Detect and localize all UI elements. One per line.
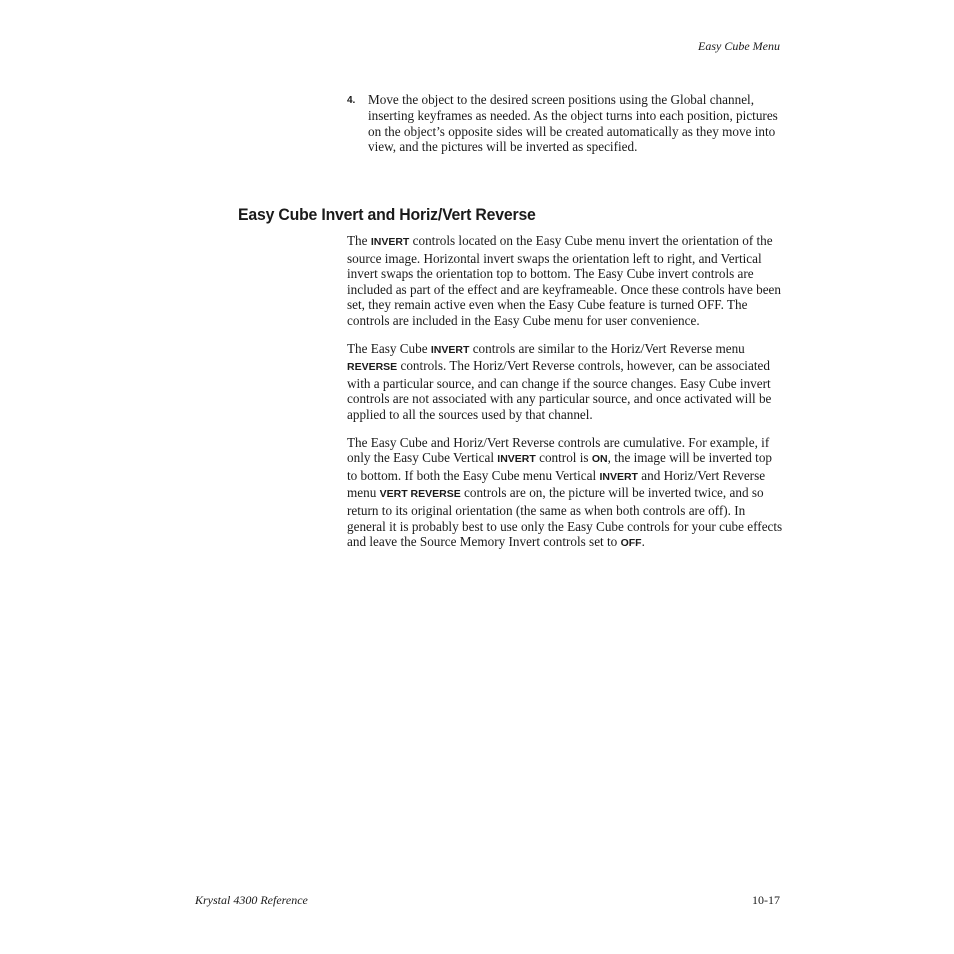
section-heading: Easy Cube Invert and Horiz/Vert Reverse	[238, 205, 536, 224]
numbered-step	[347, 92, 779, 155]
paragraph-2	[347, 341, 783, 423]
text-run: The	[347, 233, 371, 248]
paragraph-3	[347, 435, 783, 552]
text-run: control is	[535, 450, 592, 466]
section-body	[347, 233, 783, 564]
control-name: ON	[591, 453, 608, 466]
text-run: controls are similar to the Horiz/Vert Reverse menu	[469, 340, 745, 356]
step-number: 4.	[347, 95, 356, 106]
control-name: REVERSE	[347, 361, 398, 374]
text-run: and Horiz/Vert Reverse menu	[347, 467, 766, 501]
control-name: OFF	[620, 537, 642, 550]
text-run: controls located on the Easy Cube menu invert the orientation of the source image. Horizontal invert swaps the orientation left to right, and Vertical invert swaps the orientation top to bottom. The Easy Cube invert controls are included as part of the effect and are keyframeable. Once these controls have been set, they remain active even when the Easy Cube feature is turned OFF. The controls are included in the Easy Cube menu for user convenience.	[347, 233, 782, 328]
footer-page-number: 10-17	[752, 893, 780, 907]
control-name: INVERT	[599, 470, 638, 483]
control-name: INVERT	[370, 236, 410, 248]
control-name: INVERT	[430, 343, 470, 356]
control-name: INVERT	[497, 453, 536, 466]
control-name: VERT REVERSE	[379, 488, 461, 501]
text-run: The Easy Cube	[347, 340, 431, 356]
text-run: The Easy Cube and Horiz/Vert Reverse controls are cumulative. For example, if only the Easy Cube Vertical	[347, 434, 770, 466]
footer-book-title: Krystal 4300 Reference	[195, 893, 308, 907]
text-run: , the image will be inverted top to bottom. If both the Easy Cube menu Vertical	[347, 450, 773, 483]
text-run: .	[641, 534, 645, 550]
step-text: Move the object to the desired screen positions using the Global channel, inserting keyframes as needed. As the object turns into each position, pictures on the object’s opposite sides will be created automatically as they move into view, and the pictures will be inverted as specified.	[368, 92, 778, 155]
paragraph-1	[347, 233, 783, 329]
text-run: controls. The Horiz/Vert Reverse controls, however, can be associated with a particular source, and can change if the source changes. Easy Cube invert controls are not associated with any particular source, and once activated will be applied to all the sources used by that channel.	[347, 358, 772, 422]
running-head: Easy Cube Menu	[698, 39, 780, 53]
text-run: controls are on, the picture will be inverted twice, and so return to its original orientation (the same as when both controls are off). In general it is probably best to use only the Easy Cube controls for your cube effects and leave the Source Memory Invert controls set to	[347, 485, 783, 550]
